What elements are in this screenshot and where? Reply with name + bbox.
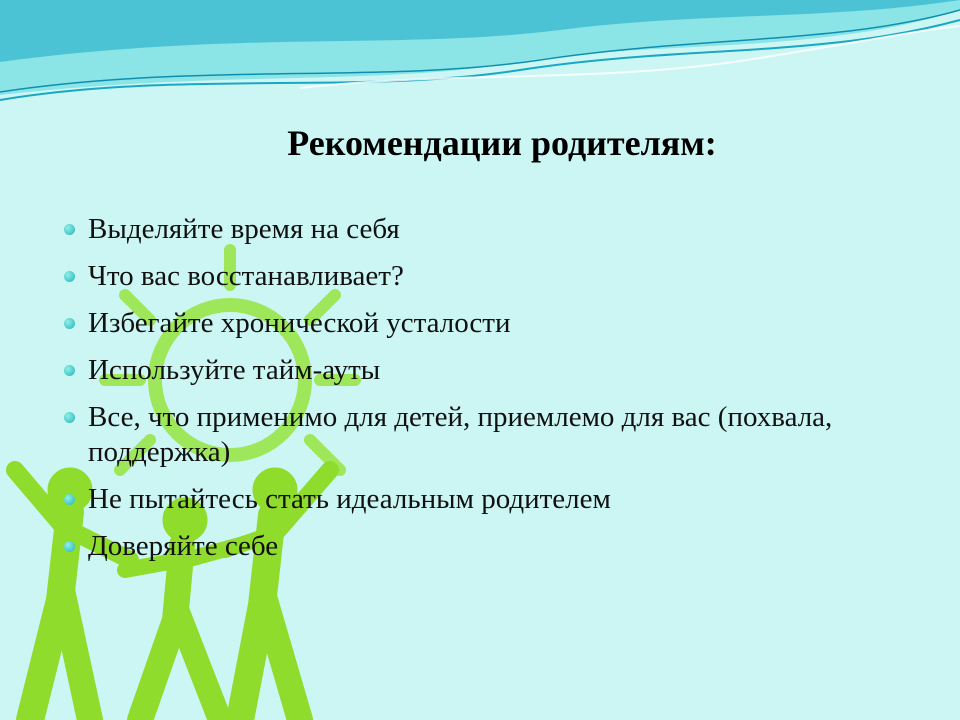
- list-item-text: Используйте тайм-ауты: [88, 354, 381, 386]
- bullet-dot-icon: [64, 318, 75, 329]
- list-item: [62, 353, 922, 388]
- bullet-dot-icon: [64, 541, 75, 552]
- list-item-text: Выделяйте время на себя: [88, 213, 400, 245]
- bullet-dot-icon: [64, 494, 75, 505]
- list-item-text: Избегайте хронической усталости: [88, 307, 511, 339]
- list-item-text: Что вас восстанавливает?: [88, 260, 404, 292]
- list-item: [62, 400, 922, 470]
- bullet-dot-icon: [64, 224, 75, 235]
- top-wave-decoration: [0, 0, 960, 100]
- recommendations-list: [62, 212, 922, 576]
- list-item-text: Доверяйте себе: [88, 530, 279, 562]
- bullet-dot-icon: [64, 365, 75, 376]
- bullet-dot-icon: [64, 271, 75, 282]
- list-item-text: Не пытайтесь стать идеальным родителем: [88, 483, 611, 515]
- list-item-text: Все, что применимо для детей, приемлемо для вас (похвала, поддержка): [88, 401, 833, 468]
- list-item: [62, 529, 922, 564]
- slide-title: Рекомендации родителям:: [287, 123, 717, 163]
- list-item: [62, 259, 922, 294]
- list-item: [62, 212, 922, 247]
- bullet-dot-icon: [64, 412, 75, 423]
- list-item: [62, 306, 922, 341]
- list-item: [62, 482, 922, 517]
